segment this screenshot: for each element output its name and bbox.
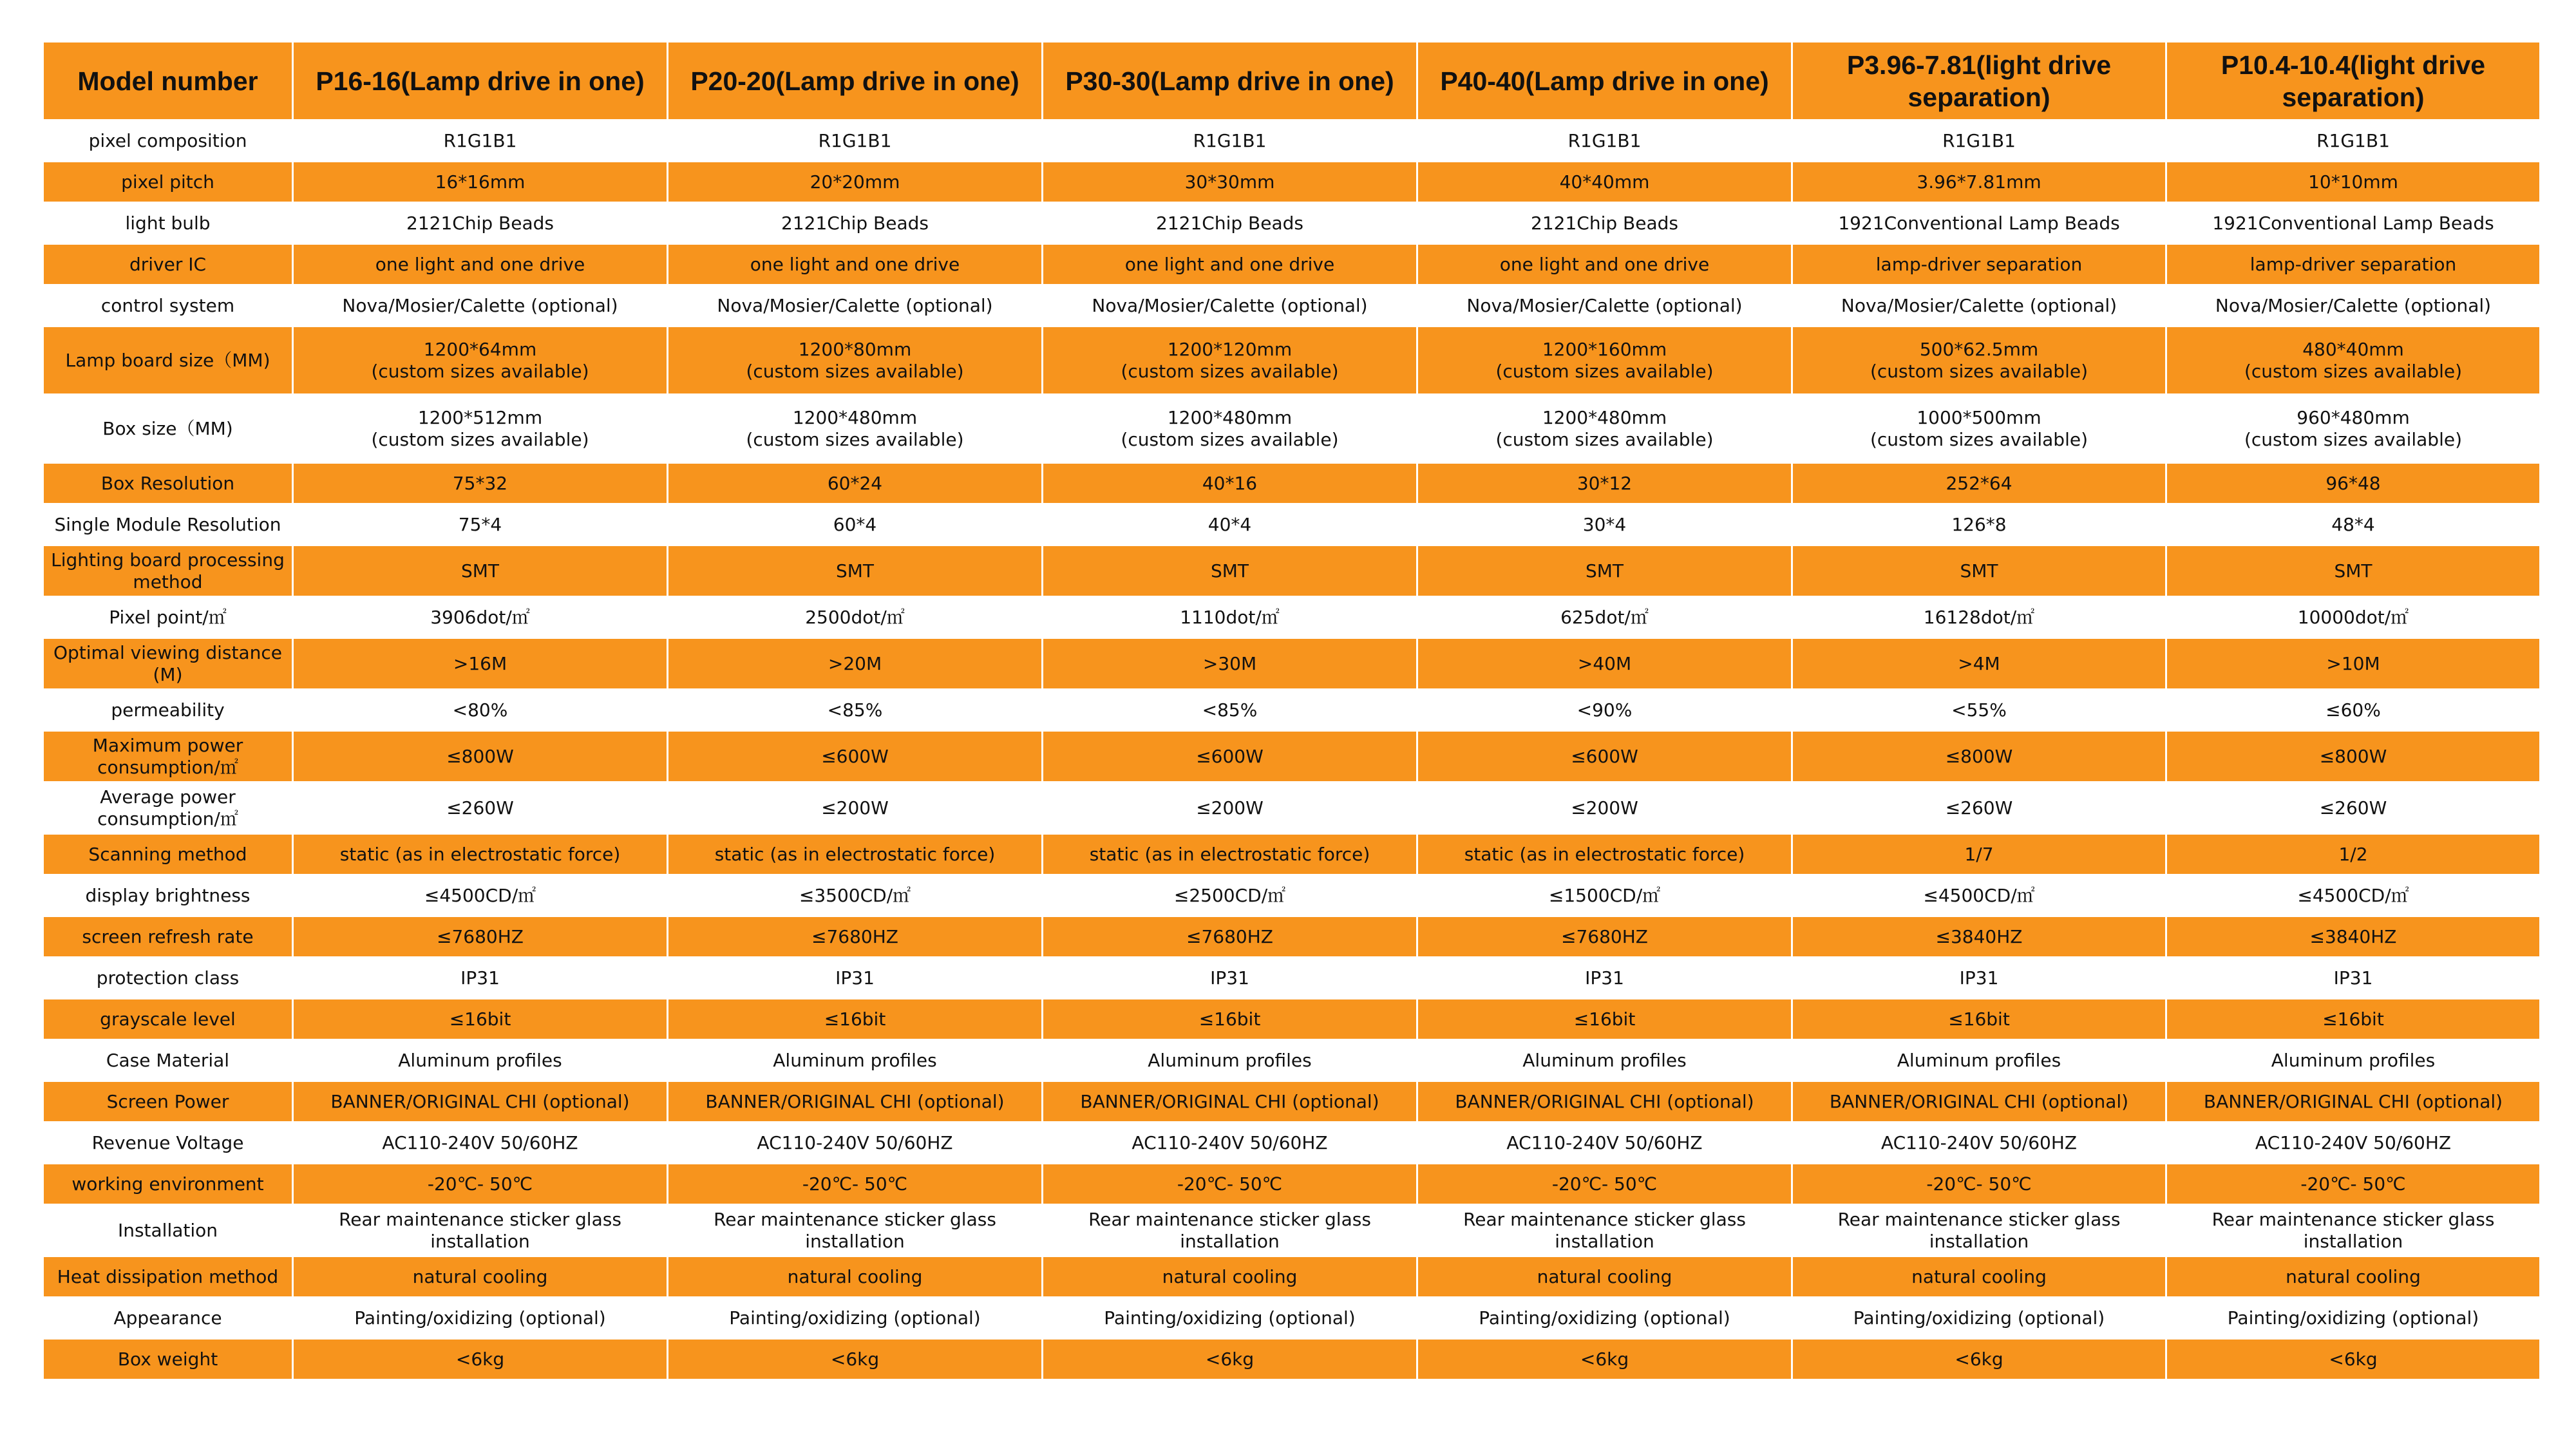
cell-value: ≤16bit bbox=[668, 999, 1043, 1040]
model-header: P3.96-7.81(light drive separation) bbox=[1792, 42, 2166, 120]
table-row bbox=[43, 597, 2541, 638]
cell-value: 2500dot/㎡ bbox=[668, 597, 1043, 638]
cell-value: natural cooling bbox=[1043, 1256, 1417, 1298]
row-label: Revenue Voltage bbox=[43, 1122, 293, 1164]
cell-value: ≤260W bbox=[1792, 782, 2166, 834]
row-label: display brightness bbox=[43, 875, 293, 916]
cell-value: Rear maintenance sticker glass installation bbox=[293, 1205, 668, 1256]
row-label: Heat dissipation method bbox=[43, 1256, 293, 1298]
table-row bbox=[43, 244, 2541, 285]
cell-value: Painting/oxidizing (optional) bbox=[1417, 1298, 1792, 1339]
cell-value: ≤60% bbox=[2166, 690, 2541, 731]
cell-value: Painting/oxidizing (optional) bbox=[668, 1298, 1043, 1339]
cell-value: BANNER/ORIGINAL CHI (optional) bbox=[1043, 1081, 1417, 1122]
cell-value: one light and one drive bbox=[668, 244, 1043, 285]
cell-value: <85% bbox=[668, 690, 1043, 731]
cell-value: Painting/oxidizing (optional) bbox=[1792, 1298, 2166, 1339]
cell-value: ≤7680HZ bbox=[668, 916, 1043, 958]
cell-value: >4M bbox=[1792, 638, 2166, 690]
cell-value: Rear maintenance sticker glass installation bbox=[2166, 1205, 2541, 1256]
cell-value: IP31 bbox=[1792, 958, 2166, 999]
row-label: Box Resolution bbox=[43, 463, 293, 504]
cell-value: static (as in electrostatic force) bbox=[1043, 834, 1417, 875]
row-label: Case Material bbox=[43, 1040, 293, 1081]
cell-value: IP31 bbox=[668, 958, 1043, 999]
cell-value: 960*480mm (custom sizes available) bbox=[2166, 395, 2541, 463]
cell-value: 3906dot/㎡ bbox=[293, 597, 668, 638]
table-row bbox=[43, 875, 2541, 916]
cell-value: BANNER/ORIGINAL CHI (optional) bbox=[293, 1081, 668, 1122]
table-row bbox=[43, 463, 2541, 504]
table-row bbox=[43, 1040, 2541, 1081]
cell-value: 1/2 bbox=[2166, 834, 2541, 875]
cell-value: Aluminum profiles bbox=[293, 1040, 668, 1081]
cell-value: AC110-240V 50/60HZ bbox=[2166, 1122, 2541, 1164]
cell-value: <80% bbox=[293, 690, 668, 731]
cell-value: <6kg bbox=[1417, 1339, 1792, 1380]
table-row bbox=[43, 327, 2541, 395]
cell-value: IP31 bbox=[1417, 958, 1792, 999]
cell-value: >20M bbox=[668, 638, 1043, 690]
cell-value: -20℃- 50℃ bbox=[1417, 1164, 1792, 1205]
cell-value: Painting/oxidizing (optional) bbox=[293, 1298, 668, 1339]
cell-value: R1G1B1 bbox=[668, 120, 1043, 162]
cell-value: Aluminum profiles bbox=[1417, 1040, 1792, 1081]
cell-value: SMT bbox=[1792, 545, 2166, 597]
cell-value: AC110-240V 50/60HZ bbox=[1417, 1122, 1792, 1164]
cell-value: ≤3840HZ bbox=[2166, 916, 2541, 958]
cell-value: Nova/Mosier/Calette (optional) bbox=[293, 285, 668, 327]
cell-value: 40*16 bbox=[1043, 463, 1417, 504]
table-row bbox=[43, 782, 2541, 834]
cell-value: ≤4500CD/㎡ bbox=[2166, 875, 2541, 916]
row-label: Optimal viewing distance (M) bbox=[43, 638, 293, 690]
cell-value: natural cooling bbox=[1792, 1256, 2166, 1298]
row-label: Box weight bbox=[43, 1339, 293, 1380]
cell-value: 48*4 bbox=[2166, 504, 2541, 545]
cell-value: <55% bbox=[1792, 690, 2166, 731]
table-row bbox=[43, 1164, 2541, 1205]
cell-value: 480*40mm (custom sizes available) bbox=[2166, 327, 2541, 395]
cell-value: <6kg bbox=[293, 1339, 668, 1380]
cell-value: ≤800W bbox=[1792, 731, 2166, 782]
table-row bbox=[43, 285, 2541, 327]
cell-value: <6kg bbox=[668, 1339, 1043, 1380]
cell-value: 500*62.5mm (custom sizes available) bbox=[1792, 327, 2166, 395]
table-row bbox=[43, 203, 2541, 244]
cell-value: 1200*64mm (custom sizes available) bbox=[293, 327, 668, 395]
cell-value: SMT bbox=[1043, 545, 1417, 597]
cell-value: ≤7680HZ bbox=[1043, 916, 1417, 958]
cell-value: ≤3500CD/㎡ bbox=[668, 875, 1043, 916]
cell-value: one light and one drive bbox=[1043, 244, 1417, 285]
cell-value: BANNER/ORIGINAL CHI (optional) bbox=[2166, 1081, 2541, 1122]
cell-value: 16128dot/㎡ bbox=[1792, 597, 2166, 638]
cell-value: 1200*480mm (custom sizes available) bbox=[1043, 395, 1417, 463]
table-row bbox=[43, 545, 2541, 597]
cell-value: Rear maintenance sticker glass installation bbox=[1417, 1205, 1792, 1256]
cell-value: ≤16bit bbox=[2166, 999, 2541, 1040]
cell-value: ≤600W bbox=[1043, 731, 1417, 782]
table-row bbox=[43, 1256, 2541, 1298]
row-label: control system bbox=[43, 285, 293, 327]
table-row bbox=[43, 162, 2541, 203]
cell-value: -20℃- 50℃ bbox=[2166, 1164, 2541, 1205]
cell-value: 60*4 bbox=[668, 504, 1043, 545]
cell-value: Rear maintenance sticker glass installation bbox=[668, 1205, 1043, 1256]
cell-value: 40*40mm bbox=[1417, 162, 1792, 203]
cell-value: BANNER/ORIGINAL CHI (optional) bbox=[1417, 1081, 1792, 1122]
cell-value: Nova/Mosier/Calette (optional) bbox=[2166, 285, 2541, 327]
model-header: P10.4-10.4(light drive separation) bbox=[2166, 42, 2541, 120]
cell-value: static (as in electrostatic force) bbox=[293, 834, 668, 875]
spec-body bbox=[43, 120, 2541, 1380]
cell-value: natural cooling bbox=[1417, 1256, 1792, 1298]
cell-value: ≤260W bbox=[2166, 782, 2541, 834]
cell-value: BANNER/ORIGINAL CHI (optional) bbox=[668, 1081, 1043, 1122]
cell-value: <90% bbox=[1417, 690, 1792, 731]
cell-value: natural cooling bbox=[2166, 1256, 2541, 1298]
cell-value: ≤2500CD/㎡ bbox=[1043, 875, 1417, 916]
cell-value: 126*8 bbox=[1792, 504, 2166, 545]
cell-value: ≤800W bbox=[2166, 731, 2541, 782]
cell-value: >10M bbox=[2166, 638, 2541, 690]
cell-value: 20*20mm bbox=[668, 162, 1043, 203]
cell-value: 1200*480mm (custom sizes available) bbox=[668, 395, 1043, 463]
cell-value: -20℃- 50℃ bbox=[1792, 1164, 2166, 1205]
cell-value: 1000*500mm (custom sizes available) bbox=[1792, 395, 2166, 463]
row-label: Lighting board processing method bbox=[43, 545, 293, 597]
cell-value: ≤200W bbox=[1417, 782, 1792, 834]
cell-value: one light and one drive bbox=[1417, 244, 1792, 285]
table-row bbox=[43, 1298, 2541, 1339]
cell-value: ≤260W bbox=[293, 782, 668, 834]
row-label: light bulb bbox=[43, 203, 293, 244]
cell-value: 16*16mm bbox=[293, 162, 668, 203]
cell-value: 75*4 bbox=[293, 504, 668, 545]
cell-value: 1/7 bbox=[1792, 834, 2166, 875]
cell-value: lamp-driver separation bbox=[2166, 244, 2541, 285]
cell-value: Aluminum profiles bbox=[1792, 1040, 2166, 1081]
cell-value: 30*30mm bbox=[1043, 162, 1417, 203]
row-label: screen refresh rate bbox=[43, 916, 293, 958]
row-label: Average power consumption/㎡ bbox=[43, 782, 293, 834]
row-label: Lamp board size（MM) bbox=[43, 327, 293, 395]
row-label: Single Module Resolution bbox=[43, 504, 293, 545]
row-label: pixel pitch bbox=[43, 162, 293, 203]
cell-value: static (as in electrostatic force) bbox=[668, 834, 1043, 875]
cell-value: >16M bbox=[293, 638, 668, 690]
cell-value: 10*10mm bbox=[2166, 162, 2541, 203]
cell-value: 2121Chip Beads bbox=[1417, 203, 1792, 244]
cell-value: 1200*512mm (custom sizes available) bbox=[293, 395, 668, 463]
model-header: P20-20(Lamp drive in one) bbox=[668, 42, 1043, 120]
cell-value: 96*48 bbox=[2166, 463, 2541, 504]
model-header: P40-40(Lamp drive in one) bbox=[1417, 42, 1792, 120]
cell-value: R1G1B1 bbox=[293, 120, 668, 162]
cell-value: Nova/Mosier/Calette (optional) bbox=[1043, 285, 1417, 327]
row-label: Box size（MM) bbox=[43, 395, 293, 463]
cell-value: AC110-240V 50/60HZ bbox=[1043, 1122, 1417, 1164]
cell-value: Nova/Mosier/Calette (optional) bbox=[1417, 285, 1792, 327]
cell-value: IP31 bbox=[1043, 958, 1417, 999]
cell-value: ≤200W bbox=[1043, 782, 1417, 834]
cell-value: AC110-240V 50/60HZ bbox=[668, 1122, 1043, 1164]
cell-value: 30*12 bbox=[1417, 463, 1792, 504]
table-row bbox=[43, 916, 2541, 958]
row-label: working environment bbox=[43, 1164, 293, 1205]
cell-value: Aluminum profiles bbox=[668, 1040, 1043, 1081]
cell-value: 1200*160mm (custom sizes available) bbox=[1417, 327, 1792, 395]
cell-value: Rear maintenance sticker glass installation bbox=[1043, 1205, 1417, 1256]
row-label: Maximum power consumption/㎡ bbox=[43, 731, 293, 782]
cell-value: SMT bbox=[1417, 545, 1792, 597]
cell-value: static (as in electrostatic force) bbox=[1417, 834, 1792, 875]
cell-value: IP31 bbox=[2166, 958, 2541, 999]
cell-value: ≤600W bbox=[1417, 731, 1792, 782]
row-label: Scanning method bbox=[43, 834, 293, 875]
table-row bbox=[43, 504, 2541, 545]
cell-value: 1110dot/㎡ bbox=[1043, 597, 1417, 638]
cell-value: 1200*80mm (custom sizes available) bbox=[668, 327, 1043, 395]
cell-value: R1G1B1 bbox=[1792, 120, 2166, 162]
header-row bbox=[43, 42, 2541, 120]
cell-value: <85% bbox=[1043, 690, 1417, 731]
cell-value: 30*4 bbox=[1417, 504, 1792, 545]
cell-value: R1G1B1 bbox=[2166, 120, 2541, 162]
table-row bbox=[43, 1339, 2541, 1380]
cell-value: ≤16bit bbox=[293, 999, 668, 1040]
cell-value: AC110-240V 50/60HZ bbox=[293, 1122, 668, 1164]
cell-value: R1G1B1 bbox=[1043, 120, 1417, 162]
cell-value: R1G1B1 bbox=[1417, 120, 1792, 162]
row-label: Screen Power bbox=[43, 1081, 293, 1122]
model-header: P30-30(Lamp drive in one) bbox=[1043, 42, 1417, 120]
cell-value: AC110-240V 50/60HZ bbox=[1792, 1122, 2166, 1164]
cell-value: 10000dot/㎡ bbox=[2166, 597, 2541, 638]
cell-value: <6kg bbox=[1043, 1339, 1417, 1380]
cell-value: 2121Chip Beads bbox=[1043, 203, 1417, 244]
cell-value: ≤800W bbox=[293, 731, 668, 782]
cell-value: 625dot/㎡ bbox=[1417, 597, 1792, 638]
cell-value: 2121Chip Beads bbox=[668, 203, 1043, 244]
cell-value: SMT bbox=[2166, 545, 2541, 597]
cell-value: ≤7680HZ bbox=[1417, 916, 1792, 958]
row-label: protection class bbox=[43, 958, 293, 999]
cell-value: ≤200W bbox=[668, 782, 1043, 834]
cell-value: <6kg bbox=[1792, 1339, 2166, 1380]
cell-value: >40M bbox=[1417, 638, 1792, 690]
model-header: P16-16(Lamp drive in one) bbox=[293, 42, 668, 120]
table-row bbox=[43, 1205, 2541, 1256]
cell-value: natural cooling bbox=[668, 1256, 1043, 1298]
table-row bbox=[43, 834, 2541, 875]
cell-value: -20℃- 50℃ bbox=[1043, 1164, 1417, 1205]
table-row bbox=[43, 958, 2541, 999]
cell-value: 75*32 bbox=[293, 463, 668, 504]
cell-value: Painting/oxidizing (optional) bbox=[2166, 1298, 2541, 1339]
cell-value: 40*4 bbox=[1043, 504, 1417, 545]
spec-table bbox=[42, 41, 2541, 1381]
row-label: grayscale level bbox=[43, 999, 293, 1040]
cell-value: ≤4500CD/㎡ bbox=[293, 875, 668, 916]
row-label: Installation bbox=[43, 1205, 293, 1256]
cell-value: 1200*480mm (custom sizes available) bbox=[1417, 395, 1792, 463]
cell-value: 2121Chip Beads bbox=[293, 203, 668, 244]
cell-value: 1921Conventional Lamp Beads bbox=[2166, 203, 2541, 244]
cell-value: ≤4500CD/㎡ bbox=[1792, 875, 2166, 916]
table-row bbox=[43, 999, 2541, 1040]
cell-value: ≤1500CD/㎡ bbox=[1417, 875, 1792, 916]
row-label: pixel composition bbox=[43, 120, 293, 162]
cell-value: natural cooling bbox=[293, 1256, 668, 1298]
cell-value: ≤16bit bbox=[1417, 999, 1792, 1040]
row-label: permeability bbox=[43, 690, 293, 731]
cell-value: one light and one drive bbox=[293, 244, 668, 285]
row-label: Pixel point/㎡ bbox=[43, 597, 293, 638]
cell-value: 3.96*7.81mm bbox=[1792, 162, 2166, 203]
table-row bbox=[43, 120, 2541, 162]
cell-value: >30M bbox=[1043, 638, 1417, 690]
cell-value: lamp-driver separation bbox=[1792, 244, 2166, 285]
table-row bbox=[43, 1081, 2541, 1122]
cell-value: <6kg bbox=[2166, 1339, 2541, 1380]
table-row bbox=[43, 731, 2541, 782]
table-row bbox=[43, 690, 2541, 731]
cell-value: 1200*120mm (custom sizes available) bbox=[1043, 327, 1417, 395]
table-row bbox=[43, 395, 2541, 463]
cell-value: Painting/oxidizing (optional) bbox=[1043, 1298, 1417, 1339]
cell-value: ≤7680HZ bbox=[293, 916, 668, 958]
cell-value: Aluminum profiles bbox=[2166, 1040, 2541, 1081]
cell-value: 60*24 bbox=[668, 463, 1043, 504]
row-label: driver IC bbox=[43, 244, 293, 285]
cell-value: SMT bbox=[668, 545, 1043, 597]
cell-value: -20℃- 50℃ bbox=[668, 1164, 1043, 1205]
table-row bbox=[43, 1122, 2541, 1164]
cell-value: 252*64 bbox=[1792, 463, 2166, 504]
cell-value: ≤600W bbox=[668, 731, 1043, 782]
cell-value: Rear maintenance sticker glass installation bbox=[1792, 1205, 2166, 1256]
cell-value: Nova/Mosier/Calette (optional) bbox=[668, 285, 1043, 327]
cell-value: BANNER/ORIGINAL CHI (optional) bbox=[1792, 1081, 2166, 1122]
row-label: Appearance bbox=[43, 1298, 293, 1339]
cell-value: ≤16bit bbox=[1792, 999, 2166, 1040]
cell-value: 1921Conventional Lamp Beads bbox=[1792, 203, 2166, 244]
table-row bbox=[43, 638, 2541, 690]
header-label: Model number bbox=[43, 42, 293, 120]
cell-value: ≤16bit bbox=[1043, 999, 1417, 1040]
cell-value: SMT bbox=[293, 545, 668, 597]
cell-value: -20℃- 50℃ bbox=[293, 1164, 668, 1205]
cell-value: IP31 bbox=[293, 958, 668, 999]
cell-value: ≤3840HZ bbox=[1792, 916, 2166, 958]
cell-value: Aluminum profiles bbox=[1043, 1040, 1417, 1081]
cell-value: Nova/Mosier/Calette (optional) bbox=[1792, 285, 2166, 327]
